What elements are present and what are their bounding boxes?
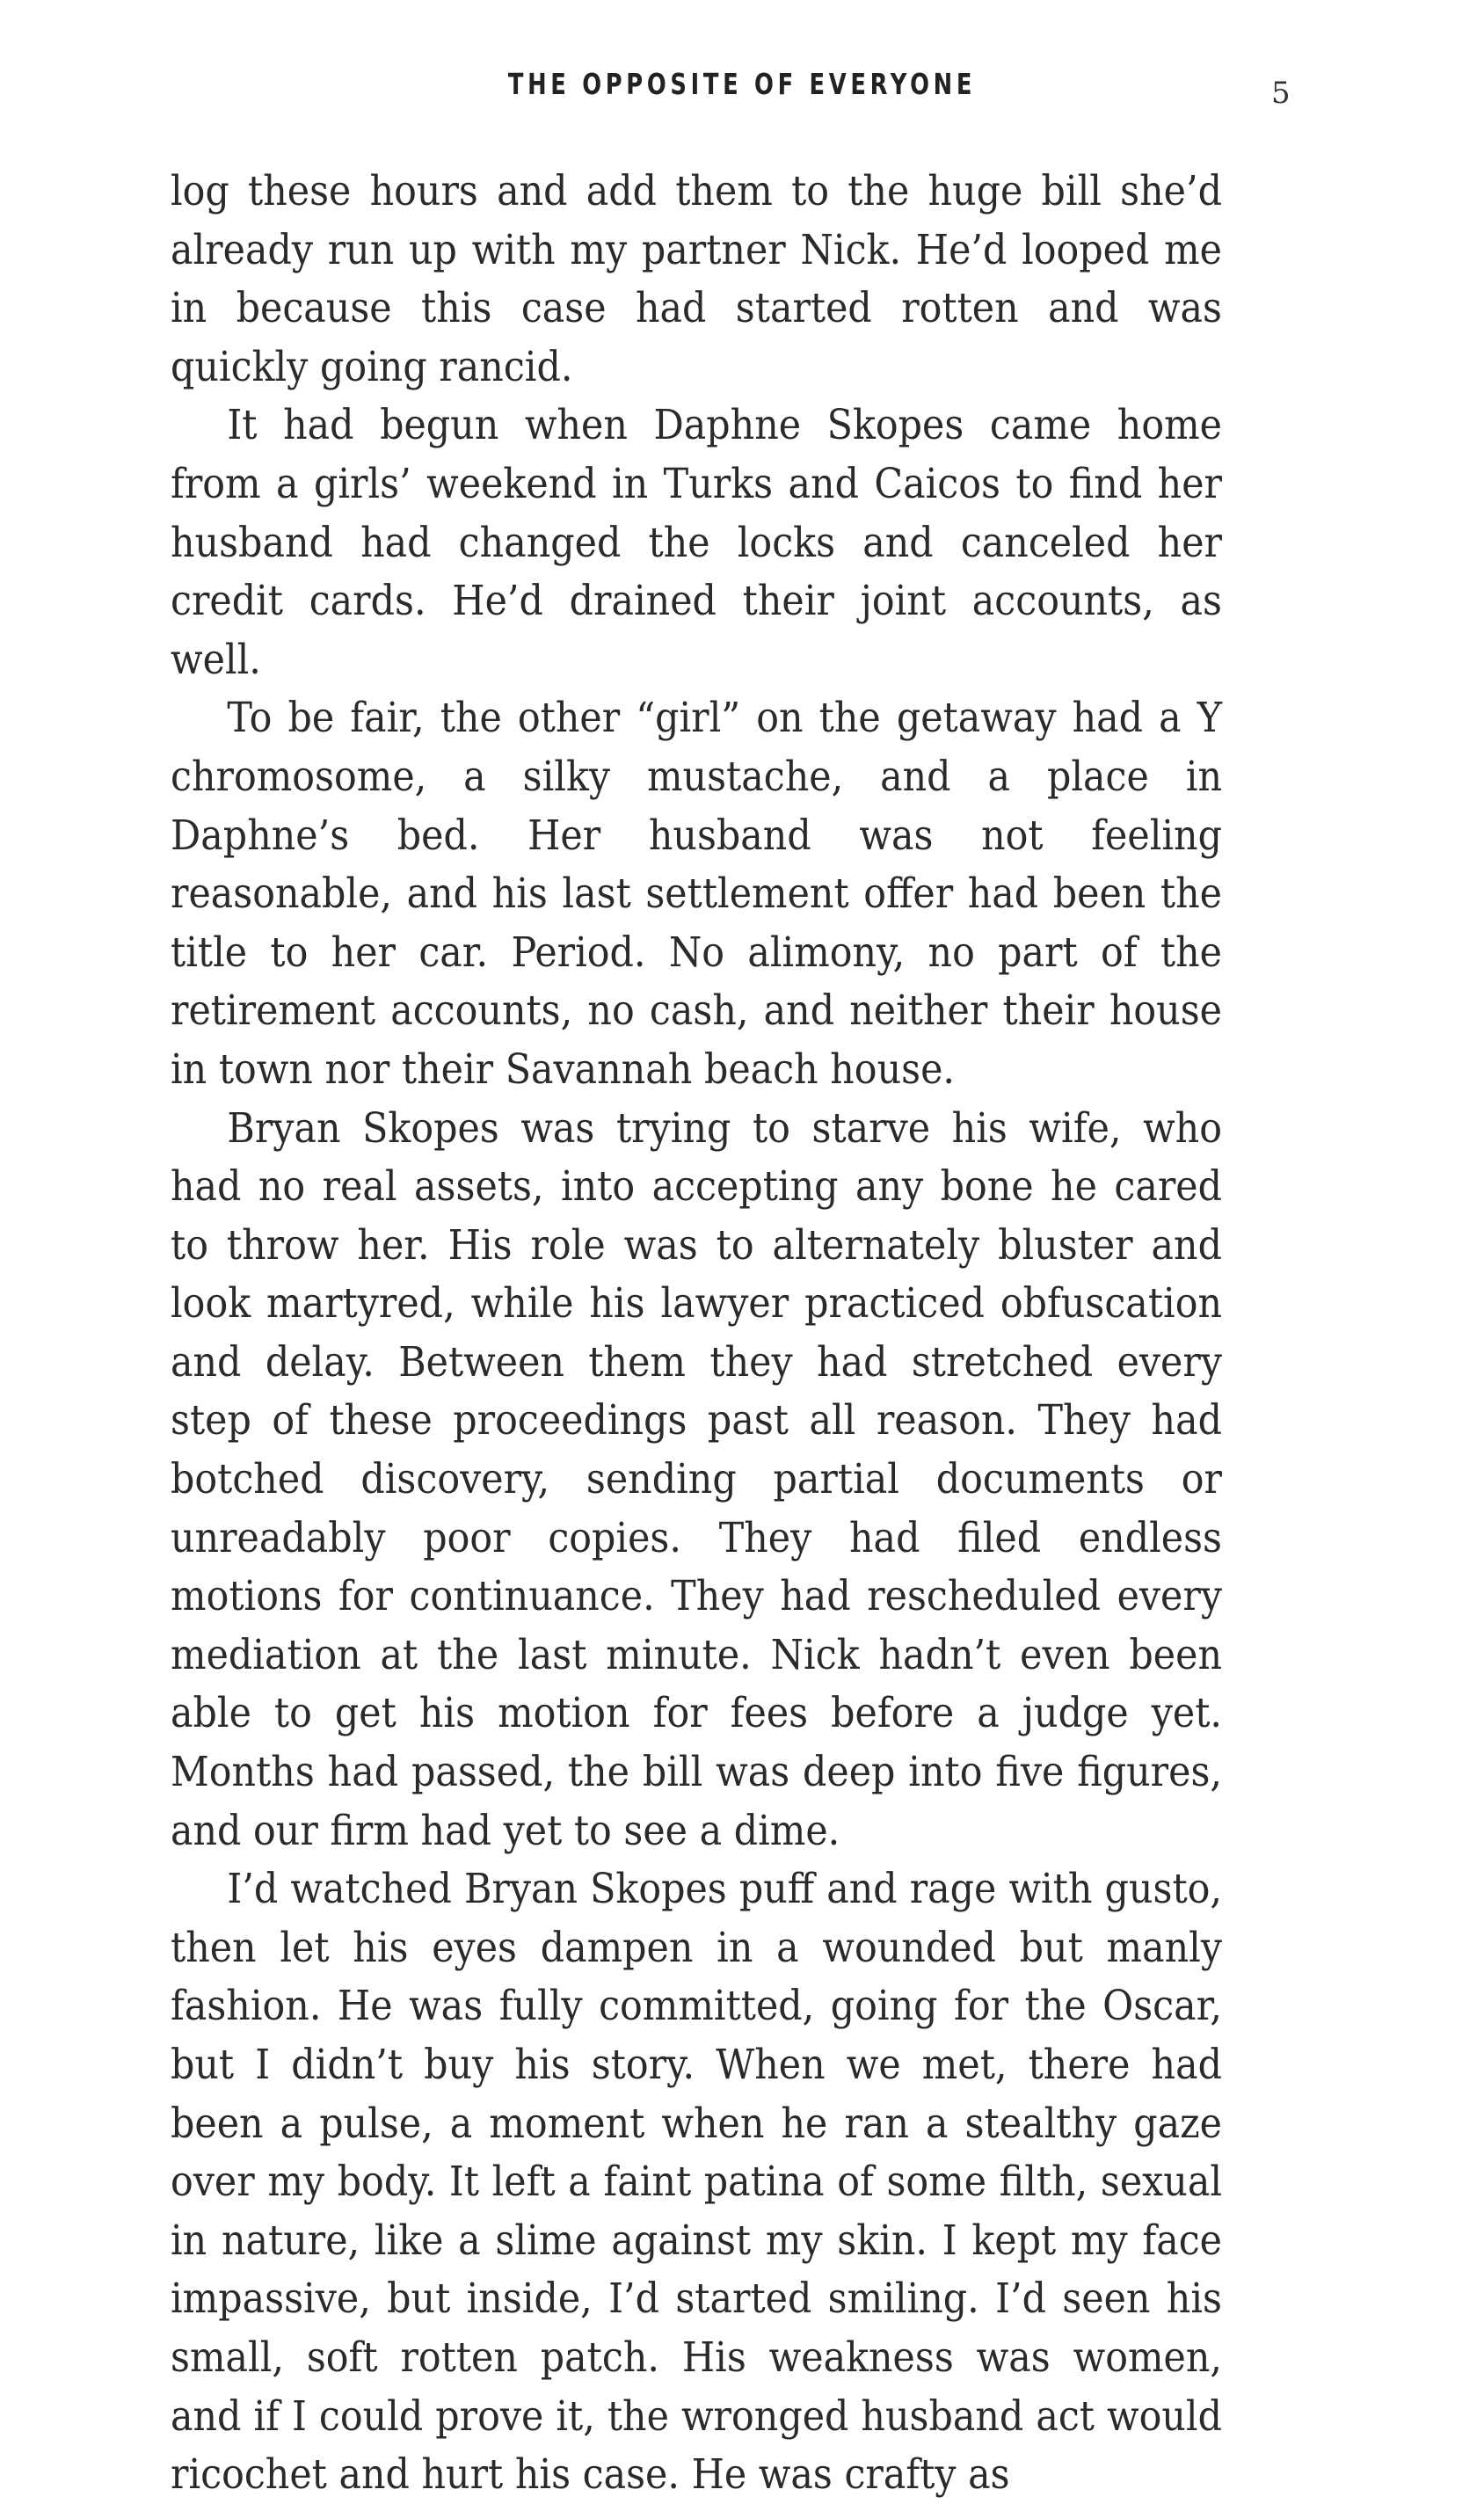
paragraph: Bryan Skopes was trying to starve his wife, who had no real assets, into accepting any bone he cared to throw her. His role was to alternately bluster and look martyred, while his lawyer practiced obfuscation and delay. Between them they had stretched every step of these proceedings past all reason. They had botched discovery, sending partial documents or unreadably poor copies. They had filed endless motions for continuance. They had rescheduled every mediation at the last minute. Nick hadn’t even been able to get his motion for fees before a judge yet. Months had passed, the bill was deep into five figures, and our firm had yet to see a dime. <box>171 1103 1222 1854</box>
running-head-title: THE OPPOSITE OF EVERYONE <box>507 67 977 101</box>
paragraph-continued: log these hours and add them to the huge bill she’d already run up with my partner Nick. He’d looped me in because this case had started rotten and was quickly going rancid. <box>171 167 1222 390</box>
page-number: 5 <box>1271 76 1291 111</box>
paragraph: To be fair, the other “girl” on the getaway had a Y chromosome, a silky mustache, and a place in Daphne’s bed. Her husband was not feeling reasonable, and his last settlement offer had been the title to her car. Period. No alimony, no part of the retirement accounts, no cash, and neither their house in town nor their Savannah beach house. <box>171 694 1222 1093</box>
body-text <box>171 162 1222 2504</box>
paragraph: It had begun when Daphne Skopes came home from a girls’ weekend in Turks and Caicos to find her husband had changed the locks and canceled her credit cards. He’d drained their joint accounts, as well. <box>171 401 1222 683</box>
paragraph: I’d watched Bryan Skopes puff and rage with gusto, then let his eyes dampen in a wounded but manly fashion. He was fully committed, going for the Oscar, but I didn’t buy his story. When we met, there had been a pulse, a moment when he ran a stealthy gaze over my body. It left a faint patina of some filth, sexual in nature, like a slime against my skin. I kept my face impassive, but inside, I’d started smiling. I’d seen his small, soft rotten patch. His weakness was women, and if I could prove it, the wronged husband act would ricochet and hurt his case. He was crafty as <box>171 1865 1222 2499</box>
